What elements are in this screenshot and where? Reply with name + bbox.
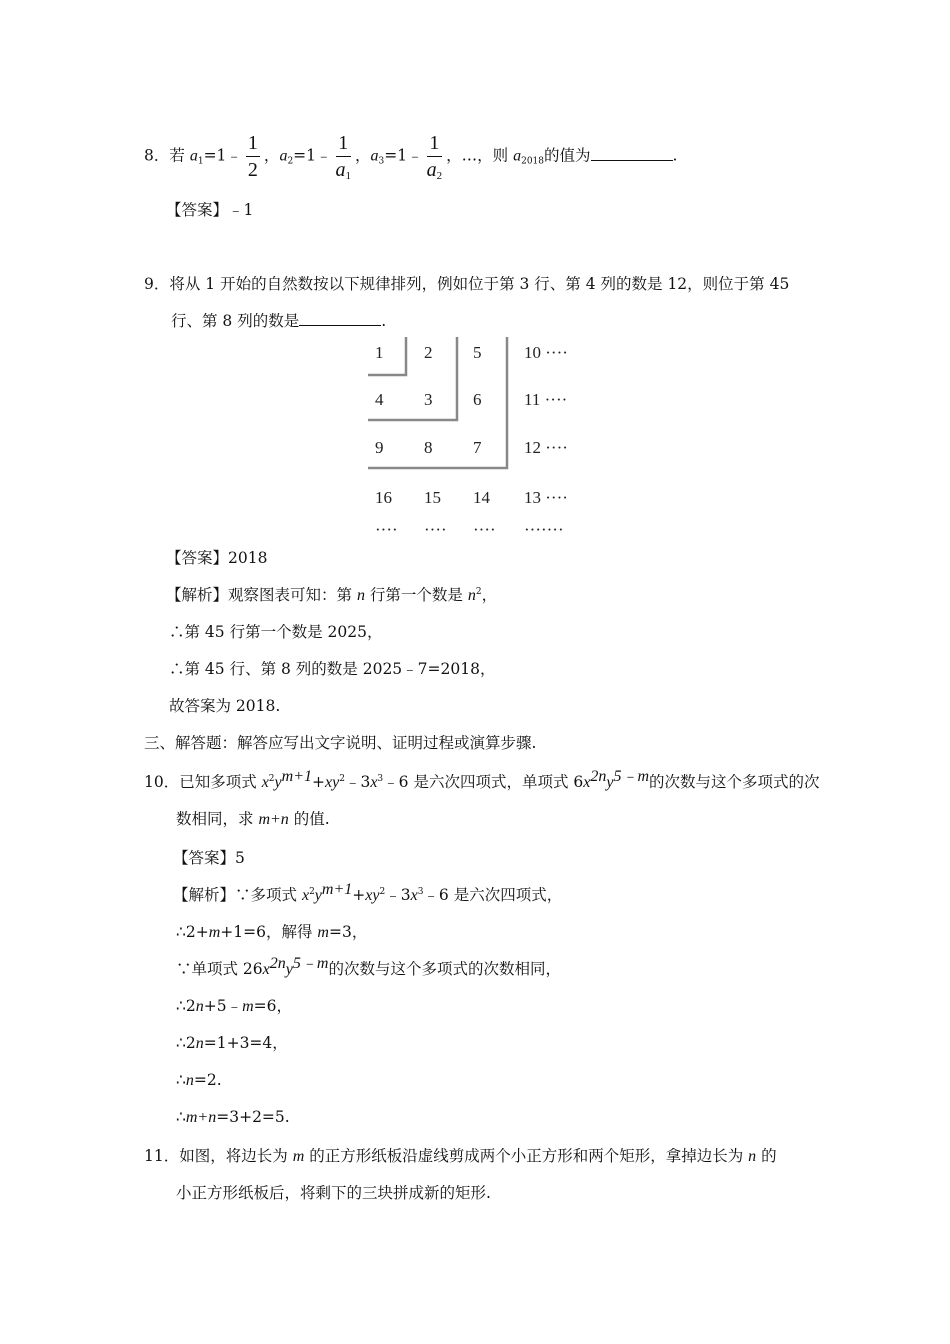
grid-cell: 7: [473, 438, 482, 457]
grid-cell: 14: [473, 488, 490, 507]
q10-analysis-1: 【解析】∵多项式 $x^2y^{m+1}+xy^2﹣3x^3﹣6$ 是六次四项式，: [173, 881, 563, 904]
answer-blank: [591, 146, 673, 161]
grid-cell: ····: [375, 520, 398, 537]
grid-cell: 8: [424, 438, 433, 457]
fraction-1-over-a1: $\frac{1}{a_1}$: [335, 132, 352, 182]
grid-cell: 1: [375, 343, 384, 362]
q10-line-1: 10．已知多项式 $x^2y^{m+1}+xy^2﹣3x^3﹣6$ 是六次四项式，单项式 $6x^{2n}y^{5﹣m}$的次数与这个多项式的次: [144, 768, 820, 791]
fraction-1-over-a2: $\frac{1}{a_2}$: [426, 132, 443, 182]
q8-answer: 【答案】﹣1: [166, 201, 254, 219]
q9-line-1: 9．将从 1 开始的自然数按以下规律排列，例如位于第 3 行、第 4 列的数是 12，则位于第 45: [144, 275, 790, 293]
fraction-1-over-2: $\frac{1}{2}$: [247, 132, 258, 181]
grid-cell: 9: [375, 438, 384, 457]
q9-answer: 【答案】2018: [166, 549, 268, 567]
q10-analysis-2: ∴2+m+1=6，解得 m=3，: [176, 923, 368, 941]
q10-line-2: 数相同，求 m+n 的值.: [176, 810, 330, 828]
answer-blank: [299, 311, 381, 326]
grid-cell: 3: [424, 390, 433, 409]
number-grid-figure: [364, 337, 584, 537]
q9-analysis-3: ∴第 45 行、第 8 列的数是 2025﹣7=2018，: [169, 660, 496, 678]
grid-cell: 16: [375, 488, 392, 507]
grid-cell: 10 ····: [524, 343, 568, 362]
section-heading: 三、解答题：解答应写出文字说明、证明过程或演算步骤.: [144, 734, 537, 752]
grid-cell: ·······: [524, 520, 564, 537]
grid-cell: 12 ····: [524, 438, 568, 457]
grid-cell: 13 ····: [524, 488, 568, 507]
q9-analysis-4: 故答案为 2018.: [169, 697, 281, 715]
q9-analysis-1: 【解析】观察图表可知：第 n 行第一个数是 $n^2$，: [166, 586, 498, 604]
q9-analysis-2: ∴第 45 行第一个数是 2025，: [169, 623, 383, 641]
q10-analysis-5: ∴2n=1+3=4，: [176, 1034, 288, 1052]
q11-line-2: 小正方形纸板后，将剩下的三块拼成新的矩形.: [176, 1184, 491, 1202]
q10-analysis-7: ∴m+n=3+2=5.: [176, 1108, 290, 1126]
q11-line-1: 11．如图，将边长为 m 的正方形纸板沿虚线剪成两个小正方形和两个矩形，拿掉边长为 n 的: [144, 1147, 777, 1165]
grid-cell: ····: [473, 520, 496, 537]
grid-cell: 2: [424, 343, 433, 362]
grid-cell: 4: [375, 390, 384, 409]
q10-analysis-6: ∴n=2.: [176, 1071, 222, 1089]
q10-analysis-3: ∵单项式 $26x^{2n}y^{5﹣m}$的次数与这个多项式的次数相同，: [176, 955, 561, 978]
grid-cell: ····: [424, 520, 447, 537]
q10-answer: 【答案】5: [173, 849, 245, 867]
grid-cell: 15: [424, 488, 441, 507]
grid-cell: 5: [473, 343, 482, 362]
q9-line-2: 行、第 8 列的数是 .: [171, 312, 387, 330]
grid-cell: 6: [473, 390, 482, 409]
q10-analysis-4: ∴2n+5﹣m=6，: [176, 997, 293, 1015]
q8-line: 8．若 $a_1=1﹣$ $\frac{1}{2}$ ，$a_2=1﹣$ $\frac{1}{a_1}$ ，$a_3=1﹣$ $\frac{1}{a_2}$ ，…，则 $a_{2018}$的值为 .: [144, 132, 678, 182]
grid-cell: 11 ····: [524, 390, 568, 409]
